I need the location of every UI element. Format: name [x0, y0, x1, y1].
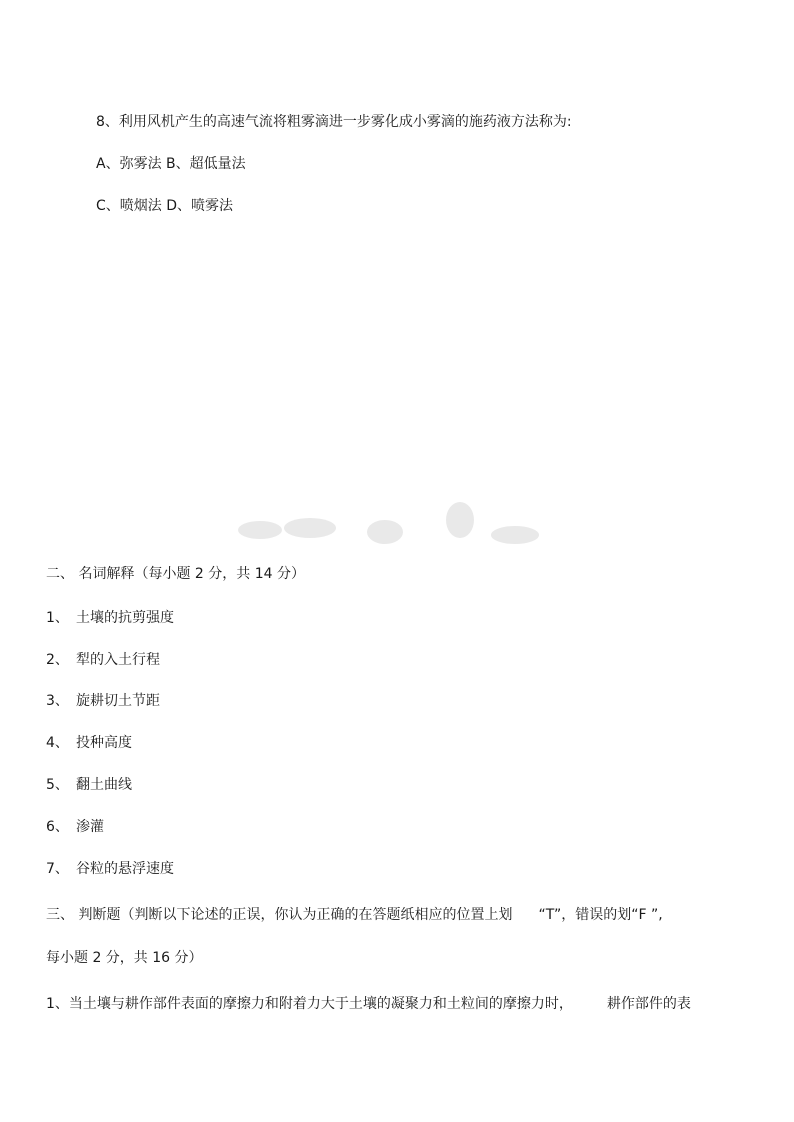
section-3-title	[46, 906, 663, 924]
term-text: 谷粒的悬浮速度	[76, 861, 174, 877]
term-text: 犁的入土行程	[76, 652, 160, 668]
term-text: 投种高度	[76, 735, 132, 751]
question-8-options-cd: C、喷烟法 D、喷雾法	[96, 198, 234, 214]
section-2-title: 二、 名词解释（每小题 2 分，共 14 分）	[46, 566, 305, 582]
term-item	[46, 860, 174, 878]
term-number: 5、	[46, 777, 69, 793]
scan-smudge	[225, 490, 570, 560]
section-3-title-part1: 三、 判断题（判断以下论述的正误，你认为正确的在答题纸相应的位置上划	[46, 907, 513, 923]
term-number: 1、	[46, 610, 69, 626]
question-8-stem: 8、利用风机产生的高速气流将粗雾滴进一步雾化成小雾滴的施药液方法称为:	[96, 114, 572, 130]
term-item	[46, 692, 160, 710]
term-text: 土壤的抗剪强度	[76, 610, 174, 626]
question-8-options-ab: A、弥雾法 B、超低量法	[96, 156, 246, 172]
term-number: 7、	[46, 861, 69, 877]
term-item	[46, 609, 174, 627]
judgment-item-1-part2: 耕作部件的表	[606, 996, 691, 1012]
judgment-item-1-part1: 1、当土壤与耕作部件表面的摩擦力和附着力大于土壤的凝聚力和土粒间的摩擦力时，	[46, 996, 573, 1012]
term-text: 旋耕切土节距	[76, 693, 160, 709]
section-3-title-part2: “T”，错误的划“F ”,	[538, 907, 663, 923]
term-item	[46, 818, 104, 836]
term-item	[46, 734, 132, 752]
term-number: 3、	[46, 693, 69, 709]
term-number: 4、	[46, 735, 69, 751]
term-text: 渗灌	[76, 819, 104, 835]
judgment-item-1	[46, 995, 691, 1013]
term-number: 2、	[46, 652, 69, 668]
term-item	[46, 651, 160, 669]
term-text: 翻土曲线	[76, 777, 132, 793]
section-3-title-line2: 每小题 2 分，共 16 分）	[46, 950, 203, 966]
term-item	[46, 776, 132, 794]
term-number: 6、	[46, 819, 69, 835]
